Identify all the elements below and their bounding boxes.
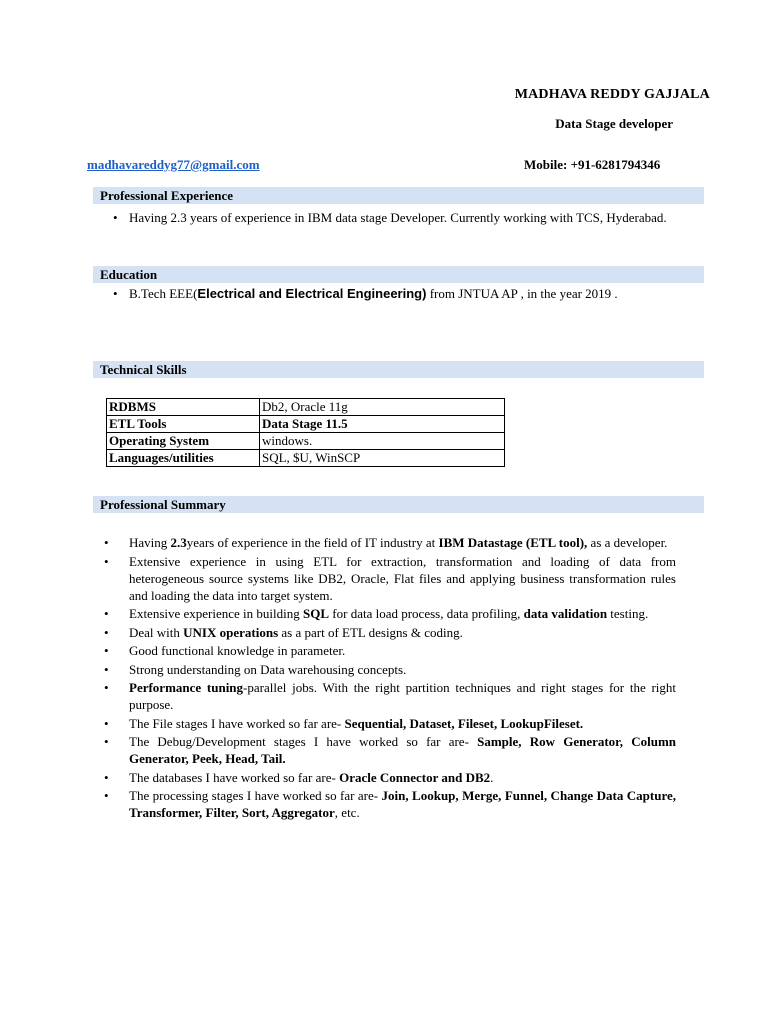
skills-table — [106, 398, 505, 467]
experience-text: Having 2.3 years of experience in IBM data stage Developer. Currently working with TCS, Hyderabad. — [129, 210, 667, 225]
candidate-name: MADHAVA REDDY GAJJALA — [514, 87, 710, 102]
bullet-icon: • — [113, 210, 118, 225]
list-item: • The databases I have worked so far are- Oracle Connector and DB2. — [104, 769, 676, 786]
skill-value: Db2, Oracle 11g — [260, 399, 505, 416]
list-item: • Extensive experience in using ETL for extraction, transformation and loading of data from heterogeneous source systems like DB2, Oracle, Flat files and applying business transformation rules and loading the data into target system. — [104, 553, 676, 604]
list-item: • Strong understanding on Data warehousing concepts. — [104, 661, 676, 678]
skill-key: Operating System — [107, 433, 260, 450]
list-item: • Performance tuning-parallel jobs. With the right partition techniques and right stages for the right purpose. — [104, 679, 676, 713]
summary-list — [104, 534, 676, 823]
list-item: • Good functional knowledge in parameter. — [104, 642, 676, 659]
skill-key: Languages/utilities — [107, 450, 260, 467]
skill-key: RDBMS — [107, 399, 260, 416]
list-item: • The File stages I have worked so far are- Sequential, Dataset, Fileset, LookupFileset. — [104, 715, 676, 732]
skill-value: SQL, $U, WinSCP — [260, 450, 505, 467]
job-role: Data Stage developer — [555, 116, 673, 131]
skill-value: windows. — [260, 433, 505, 450]
table-row — [107, 399, 505, 416]
list-item: • Extensive experience in building SQL for data load process, data profiling, data validation testing. — [104, 605, 676, 622]
skill-key: ETL Tools — [107, 416, 260, 433]
list-item: • Having 2.3years of experience in the field of IT industry at IBM Datastage (ETL tool), as a developer. — [104, 534, 676, 551]
mobile-number: Mobile: +91-6281794346 — [524, 157, 661, 172]
list-item: • The processing stages I have worked so far are- Join, Lookup, Merge, Funnel, Change Data Capture, Transformer, Filter, Sort, Aggregator, etc. — [104, 787, 676, 821]
table-row — [107, 450, 505, 467]
education-bullet — [113, 285, 675, 302]
bullet-icon: • — [113, 286, 118, 301]
education-text: B.Tech EEE(Electrical and Electrical Engineering) from JNTUA AP , in the year 2019 . — [129, 286, 618, 301]
list-item: • Deal with UNIX operations as a part of ETL designs & coding. — [104, 624, 676, 641]
experience-bullet — [113, 209, 675, 226]
section-technical-skills: Technical Skills — [93, 361, 704, 378]
section-professional-summary: Professional Summary — [93, 496, 704, 513]
list-item: • The Debug/Development stages I have worked so far are- Sample, Row Generator, Column Generator, Peek, Head, Tail. — [104, 733, 676, 767]
table-row — [107, 433, 505, 450]
email-link[interactable]: madhavareddyg77@gmail.com — [87, 157, 260, 172]
section-professional-experience: Professional Experience — [93, 187, 704, 204]
table-row — [107, 416, 505, 433]
skill-value: Data Stage 11.5 — [260, 416, 505, 433]
section-education: Education — [93, 266, 704, 283]
